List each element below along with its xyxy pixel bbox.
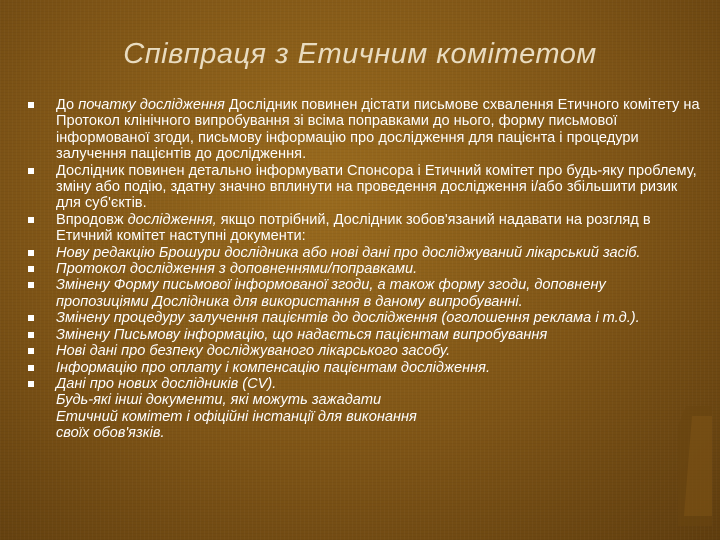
document-text: Інформацію про оплату і компенсацію пацієнтам дослідження.: [56, 359, 491, 376]
item-emphasis: початку дослідження: [78, 97, 225, 113]
document-text: Змінену процедуру залучення пацієнтів до дослідження (оголошення реклама і т.д.).: [56, 310, 640, 327]
closing-note: [26, 392, 701, 441]
square-bullet-icon: [28, 381, 34, 387]
bullet-list: [26, 97, 701, 442]
square-bullet-icon: [28, 315, 34, 321]
square-bullet-icon: [28, 217, 34, 223]
item-text: Дослідник повинен детально інформувати Спонсора і Етичний комітет про будь-яку проблему, зміну або подію, здатну значно вплинути на проведення дослідження і/або збільшити ризик для суб'єктів.: [56, 162, 697, 212]
square-bullet-icon: [28, 168, 34, 174]
item-text: Дослідник повинен дістати письмове схвалення Етичного комітету на Протокол клінічного випробування зі всіма поправками до нього, форму письмової інформованої згоди, письмову інформацію про дослідження для пацієнта і процедури залучення пацієнтів до дослідження.: [56, 97, 700, 163]
document-item: [26, 310, 701, 326]
square-bullet-icon: [28, 282, 34, 288]
document-text: Протокол дослідження з доповненнями/поправками.: [56, 261, 418, 278]
slide-title: Співпраця з Етичним комітетом: [123, 38, 597, 70]
list-item: [26, 212, 701, 245]
document-item: [26, 261, 701, 277]
document-item: [26, 277, 701, 310]
square-bullet-icon: [28, 332, 34, 338]
document-item: [26, 343, 701, 359]
square-bullet-icon: [28, 266, 34, 272]
document-text: Змінену Письмову інформацію, що надається пацієнтам випробування: [56, 326, 548, 343]
document-item: [26, 360, 701, 376]
document-text: Дані про нових дослідників (CV).: [56, 375, 277, 392]
document-text: Нову редакцію Брошури дослідника або нові дані про досліджуваний лікарський засіб.: [56, 244, 641, 261]
corner-decoration: [678, 406, 712, 526]
square-bullet-icon: [28, 102, 34, 108]
item-text: якщо потрібний, Дослідник зобов'язаний надавати на розгляд в Етичний комітет наступні документи:: [56, 211, 651, 245]
square-bullet-icon: [28, 348, 34, 354]
item-emphasis: дослідження,: [127, 211, 217, 228]
document-item: [26, 245, 701, 261]
document-item: [26, 327, 701, 343]
closing-note-text: Будь-які інші документи, які можуть зажадати Етичний комітет і офіційні інстанції для виконання своїх обов'язків.: [56, 392, 417, 442]
item-lead: Впродовж: [56, 211, 128, 228]
square-bullet-icon: [28, 365, 34, 371]
document-text: Змінену Форму письмової інформованої згоди, а також форму згоди, доповнену пропозиціями Дослідника для використання в даному випробуванні.: [56, 277, 606, 310]
item-lead: До: [56, 97, 79, 113]
list-item: [26, 163, 701, 212]
square-bullet-icon: [28, 250, 34, 256]
document-item: [26, 376, 701, 392]
list-item: [26, 97, 701, 163]
document-text: Нові дані про безпеку досліджуваного лікарського засобу.: [56, 343, 451, 360]
